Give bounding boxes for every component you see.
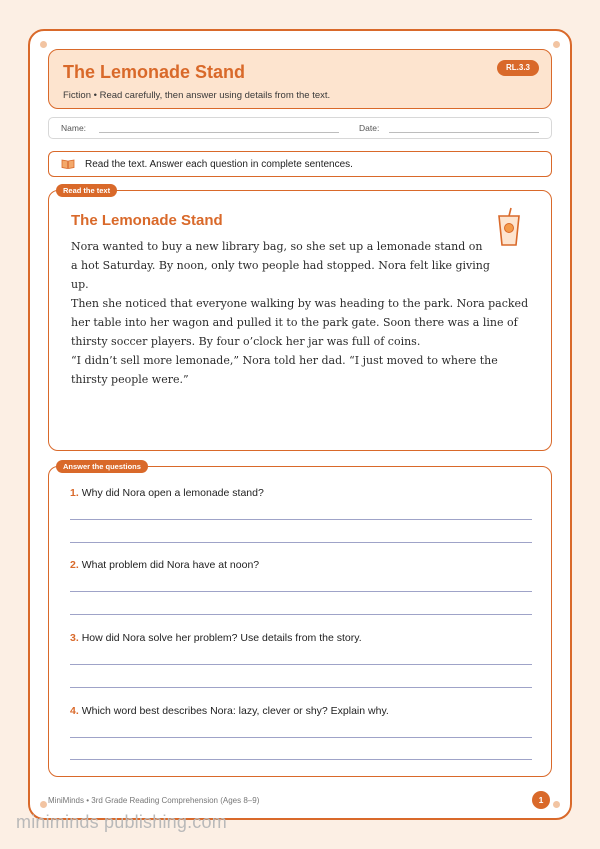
question-1 [70,487,264,499]
date-field[interactable] [389,132,539,133]
footer-text: MiniMinds • 3rd Grade Reading Comprehension (Ages 8–9) [48,796,260,805]
question-number: 3. [70,632,79,644]
corner-dot [40,41,47,48]
worksheet-header [48,49,552,109]
story-box [48,190,552,451]
answer-line[interactable] [70,664,532,665]
question-number: 4. [70,705,79,717]
question-number: 2. [70,559,79,571]
story-paragraph: Then she noticed that everyone walking by was heading to the park. Nora packed her table into her wagon and pulled it to the park gate. Soon there was a line of thirsty soccer players. By four o’clock her jar was full of coins. [71,297,529,348]
instructions-box [48,151,552,177]
name-label: Name: [61,123,87,133]
answer-line[interactable] [70,737,532,738]
story-title: The Lemonade Stand [71,212,223,229]
question-4 [70,705,389,717]
name-field[interactable] [99,132,339,133]
answer-line[interactable] [70,542,532,543]
page-number-badge: 1 [532,791,550,809]
answer-line[interactable] [70,591,532,592]
question-text: Which word best describes Nora: lazy, clever or shy? Explain why. [81,705,389,717]
answer-line[interactable] [70,759,532,760]
answer-line[interactable] [70,687,532,688]
corner-dot [553,41,560,48]
story-paragraph: “I didn’t sell more lemonade,” Nora told her dad. “I just moved to where the thirsty people were.” [71,354,498,386]
watermark: miniminds publishing.com [16,812,227,832]
standard-badge: RL.3.3 [497,60,539,76]
answer-line[interactable] [70,519,532,520]
question-number: 1. [70,487,79,499]
corner-dot [553,801,560,808]
question-3 [70,632,362,644]
name-date-box [48,117,552,139]
read-the-text-tag: Read the text [56,184,117,197]
worksheet-title: The Lemonade Stand [63,62,246,82]
question-text: How did Nora solve her problem? Use details from the story. [81,632,362,644]
lemonade-cup-icon [495,207,523,247]
answer-line[interactable] [70,614,532,615]
question-2 [70,559,259,571]
answer-questions-tag: Answer the questions [56,460,148,473]
open-book-icon [61,159,75,169]
story-paragraph: Nora wanted to buy a new library bag, so she set up a lemonade stand on a hot Saturday. By noon, only two people had stopped. Nora felt like giving up. [71,240,490,291]
questions-box [48,466,552,777]
instructions-text: Read the text. Answer each question in complete sentences. [85,159,353,170]
corner-dot [40,801,47,808]
question-text: What problem did Nora have at noon? [81,559,260,571]
question-text: Why did Nora open a lemonade stand? [81,487,264,499]
worksheet-subtitle: Fiction • Read carefully, then answer using details from the text. [63,90,331,101]
date-label: Date: [359,123,380,133]
